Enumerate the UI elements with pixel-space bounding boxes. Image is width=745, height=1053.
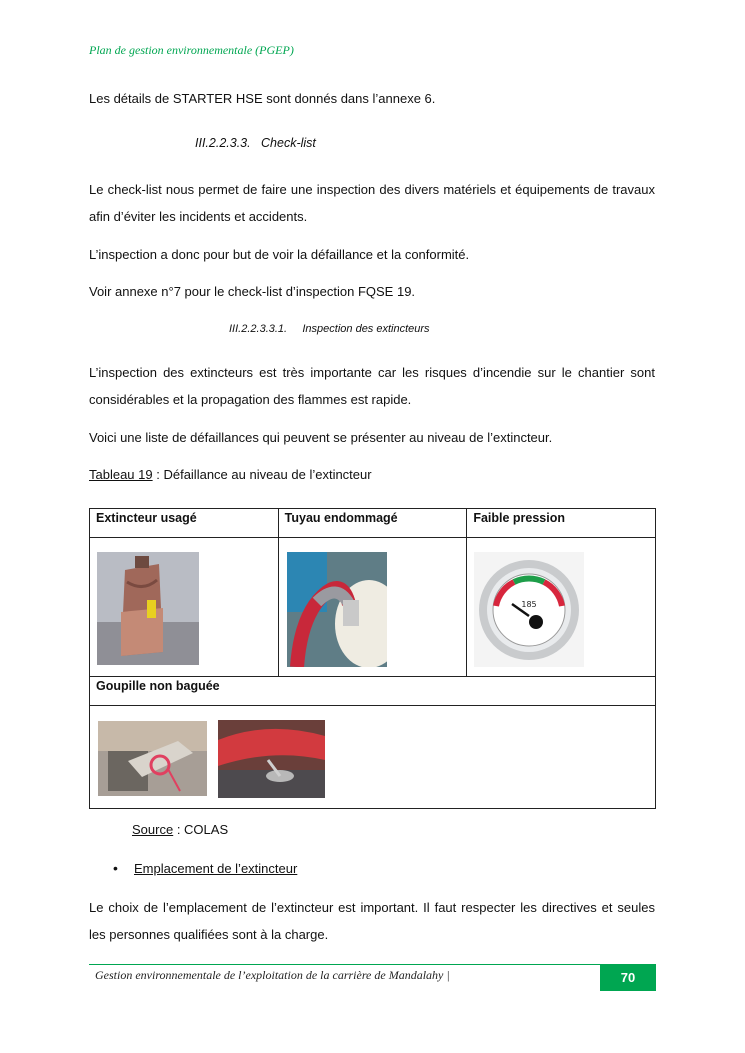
heading-ext-title: Inspection des extincteurs <box>302 323 430 335</box>
table-caption <box>89 467 372 482</box>
page-number: 70 <box>600 964 656 991</box>
failures-table <box>89 508 656 809</box>
paragraph-inspection-goal: L’inspection a donc pour but de voir la défaillance et la conformité. <box>89 247 470 262</box>
heading-extinguisher-inspection <box>229 323 430 335</box>
damaged-hose-photo <box>287 552 387 667</box>
cell-used-extinguisher-photo <box>90 538 279 677</box>
heading-ext-number: III.2.2.3.3.1. <box>229 323 288 335</box>
cell-pin-photos <box>90 706 656 809</box>
footer-rule <box>89 964 600 965</box>
pin-photo-1 <box>98 721 207 796</box>
table-source <box>132 822 228 837</box>
footer-text: Gestion environnementale de l’exploitation de la carrière de Mandalahy | <box>95 968 450 982</box>
header-cell-damaged-hose: Tuyau endommagé <box>278 509 467 538</box>
pressure-gauge-photo <box>474 552 584 667</box>
gauge-scale-label: 185 <box>521 600 537 609</box>
header-cell-low-pressure: Faible pression <box>467 509 656 538</box>
used-extinguisher-photo <box>97 552 199 665</box>
heading-checklist <box>195 136 316 150</box>
source-label: Source <box>132 822 174 837</box>
table-caption-text: : Défaillance au niveau de l’extincteur <box>152 467 372 482</box>
table-caption-label: Tableau 19 <box>89 467 153 482</box>
header-cell-used: Extincteur usagé <box>90 509 279 538</box>
paragraph-failure-list: Voici une liste de défaillances qui peuvent se présenter au niveau de l’extincteur. <box>89 430 553 445</box>
bullet-extinguisher-location: Emplacement de l’extincteur <box>134 861 298 876</box>
cell-damaged-hose-photo <box>278 538 467 677</box>
paragraph-extinguisher-importance: L’inspection des extincteurs est très importante car les risques d’incendie sur le chantier sont considérables et la propagation des flammes est rapide. <box>89 365 655 407</box>
paragraph-annex-ref: Voir annexe n°7 pour le check-list d’inspection FQSE 19. <box>89 284 416 299</box>
cell-low-pressure-photo <box>467 538 656 677</box>
header-cell-pin: Goupille non baguée <box>90 677 656 706</box>
paragraph-checklist-intro: Le check-list nous permet de faire une inspection des divers matériels et équipements de travaux afin d’éviter les incidents et accidents. <box>89 182 655 224</box>
bullet-icon: • <box>113 860 118 876</box>
pin-photo-2 <box>218 720 325 798</box>
running-header: Plan de gestion environnementale (PGEP) <box>89 43 294 57</box>
heading-checklist-title: Check-list <box>261 136 316 150</box>
paragraph-location-choice: Le choix de l’emplacement de l’extincteur est important. Il faut respecter les directives et seules les personnes qualifiées sont à la charge. <box>89 900 655 942</box>
source-text: : COLAS <box>173 822 229 837</box>
paragraph-starter-hse: Les détails de STARTER HSE sont donnés dans l’annexe 6. <box>89 91 436 106</box>
heading-checklist-number: III.2.2.3.3. <box>195 136 251 150</box>
